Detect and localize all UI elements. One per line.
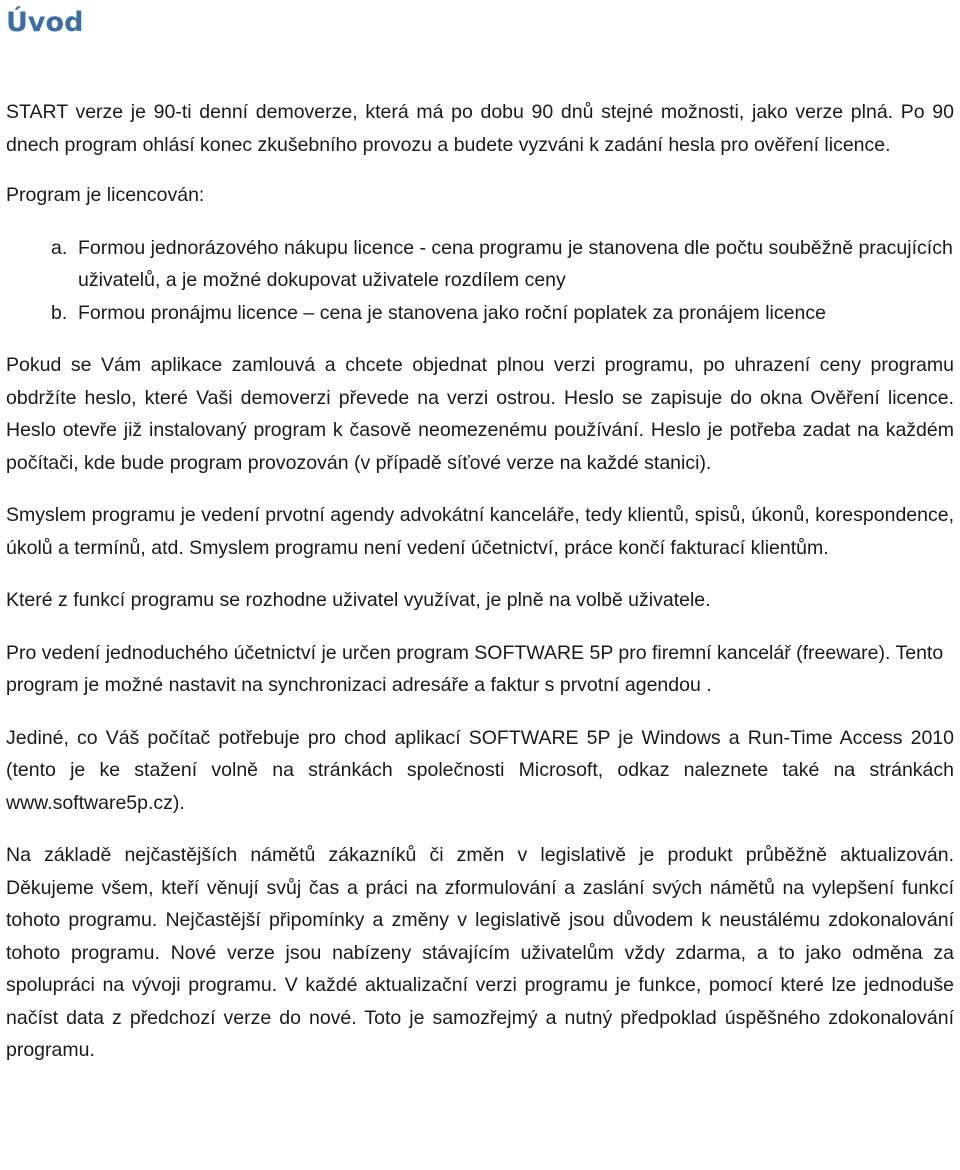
body-paragraph: Smyslem programu je vedení prvotní agendy advokátní kanceláře, tedy klientů, spisů, úkonů, korespondence, úkolů a termínů, atd. Smyslem programu není vedení účetnictví, práce končí fakturací klientům.	[6, 504, 954, 559]
licensing-label: Program je licencován:	[6, 184, 205, 206]
list-item	[6, 232, 954, 297]
body-paragraph: Pro vedení jednoduchého účetnictví je určen program SOFTWARE 5P pro firemní kancelář (freeware). Tento program je možné nastavit na synchronizaci adresáře a faktur s prvotní agendou .	[6, 641, 944, 696]
body-paragraph: Které z funkcí programu se rozhodne uživatel využívat, je plně na volbě uživatele.	[6, 589, 711, 611]
list-item-text: Formou pronájmu licence – cena je stanovena jako roční poplatek za pronájem licence	[78, 301, 826, 324]
body-paragraph: Pokud se Vám aplikace zamlouvá a chcete objednat plnou verzi programu, po uhrazení ceny programu obdržíte heslo, které Vaši demoverzi převede na verzi ostrou. Heslo se zapisuje do okna Ověření licence. Heslo otevře již instalovaný program k časově neomezenému používání. Heslo je potřeba zadat na každém počítači, kde bude program provozován (v případě síťové verze na každé stanici).	[6, 354, 954, 474]
body-paragraph: Jediné, co Váš počítač potřebuje pro chod aplikací SOFTWARE 5P je Windows a Run-Time Access 2010 (tento je ke stažení volně na stránkách společnosti Microsoft, odkaz naleznete také na stránkách www.software5p.cz).	[6, 726, 954, 814]
licensing-options-list	[6, 232, 954, 330]
list-item-text: Formou jednorázového nákupu licence - cena programu je stanovena dle počtu souběžně pracujících uživatelů, a je možné dokupovat uživatele rozdílem ceny	[78, 236, 953, 291]
list-marker: b.	[51, 301, 68, 324]
page-title: Úvod	[6, 7, 84, 38]
list-item	[6, 297, 954, 330]
intro-paragraph: START verze je 90-ti denní demoverze, která má po dobu 90 dnů stejné možnosti, jako verze plná. Po 90 dnech program ohlásí konec zkušebního provozu a budete vyzváni k zadání hesla pro ověření licence.	[6, 101, 954, 156]
list-marker: a.	[51, 236, 68, 259]
body-paragraph: Na základě nejčastějších námětů zákazníků či změn v legislativě je produkt průběžně aktualizován. Děkujeme všem, kteří věnují svůj čas a práci na zformulování a zaslání svých námětů na vylepšení funkcí tohoto programu. Nejčastější připomínky a změny v legislativě jsou důvodem k neustálému zdokonalování tohoto programu. Nové verze jsou nabízeny stávajícím uživatelům vždy zdarma, a to jako odměna za spolupráci na vývoji programu. V každé aktualizační verzi programu je funkce, pomocí které lze jednoduše načíst data z předchozí verze do nové. Toto je samozřejmý a nutný předpoklad úspěšného zdokonalování programu.	[6, 844, 954, 1061]
